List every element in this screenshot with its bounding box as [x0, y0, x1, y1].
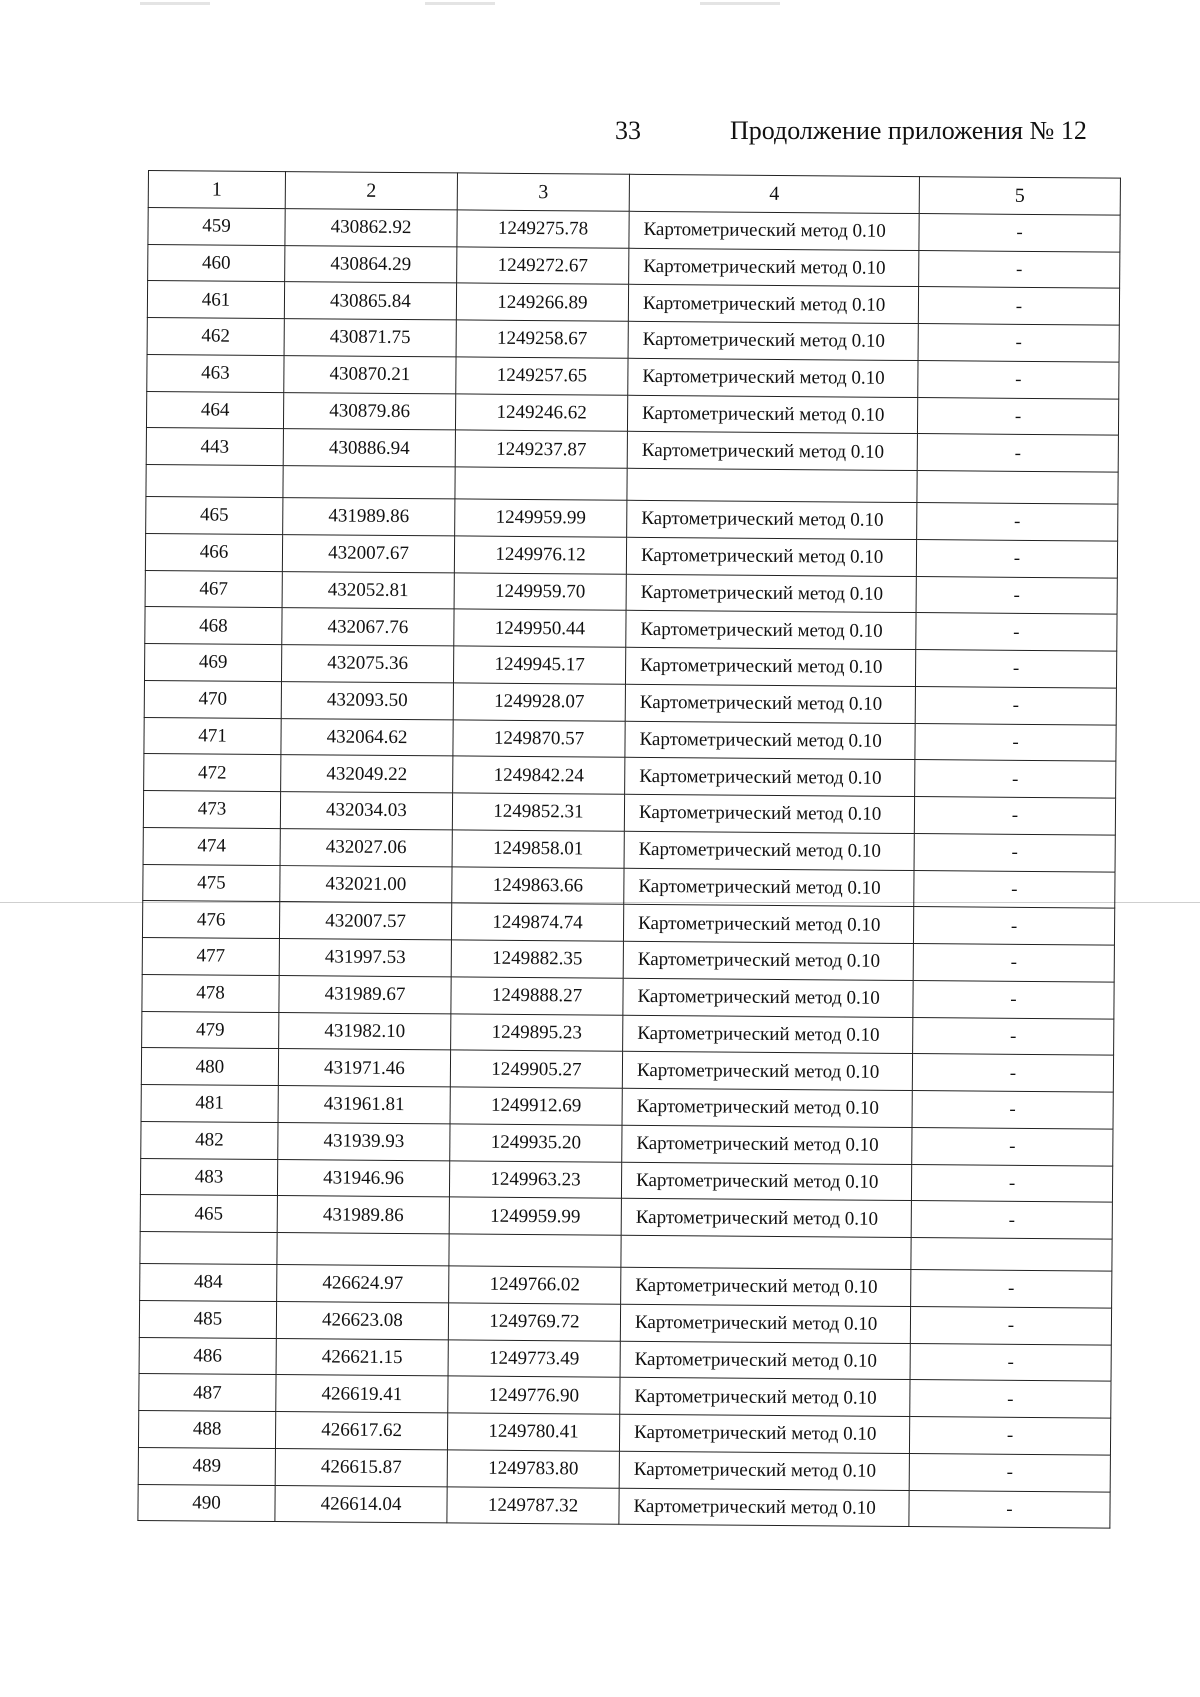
point-number-cell: 464	[146, 391, 283, 429]
note-cell: -	[917, 397, 1118, 435]
x-coordinate-cell: 432093.50	[281, 681, 453, 719]
y-coordinate-cell: 1249912.69	[450, 1087, 622, 1125]
appendix-title: Продолжение приложения № 12	[730, 116, 1087, 145]
method-cell: Картометрический метод 0.10	[627, 500, 917, 539]
method-cell: Картометрический метод 0.10	[621, 1267, 911, 1306]
x-coordinate-cell: 432007.57	[279, 902, 451, 940]
empty-cell	[621, 1235, 911, 1269]
note-cell: -	[913, 1017, 1114, 1055]
point-number-cell: 476	[142, 901, 279, 939]
note-cell: -	[911, 1270, 1112, 1308]
method-cell: Картометрический метод 0.10	[621, 1162, 911, 1201]
point-number-cell: 443	[146, 428, 283, 466]
method-cell: Картометрический метод 0.10	[619, 1451, 909, 1490]
page-header	[0, 112, 1200, 152]
x-coordinate-cell: 426624.97	[277, 1265, 449, 1303]
point-number-cell: 468	[145, 607, 282, 645]
point-number-cell: 474	[143, 827, 280, 865]
scan-mark	[700, 2, 780, 5]
note-cell: -	[916, 613, 1117, 651]
x-coordinate-cell: 432007.67	[282, 534, 454, 572]
method-cell: Картометрический метод 0.10	[620, 1304, 910, 1343]
y-coordinate-cell: 1249266.89	[456, 283, 628, 321]
method-cell: Картометрический метод 0.10	[629, 211, 919, 250]
point-number-cell: 479	[142, 1011, 279, 1049]
y-coordinate-cell: 1249870.57	[453, 719, 625, 757]
y-coordinate-cell: 1249258.67	[456, 320, 628, 358]
method-cell: Картометрический метод 0.10	[623, 978, 913, 1017]
method-cell: Картометрический метод 0.10	[622, 1088, 912, 1127]
x-coordinate-cell: 432052.81	[282, 571, 454, 609]
method-cell: Картометрический метод 0.10	[623, 1015, 913, 1054]
point-number-cell: 465	[146, 496, 283, 534]
y-coordinate-cell: 1249769.72	[448, 1303, 620, 1341]
note-cell: -	[914, 870, 1115, 908]
point-number-cell: 481	[141, 1084, 278, 1122]
y-coordinate-cell: 1249780.41	[447, 1413, 619, 1451]
page-number: 33	[615, 116, 641, 145]
empty-cell	[283, 466, 455, 499]
empty-cell	[911, 1238, 1112, 1272]
point-number-cell: 461	[147, 281, 284, 319]
point-number-cell: 489	[138, 1447, 275, 1485]
x-coordinate-cell: 431971.46	[278, 1049, 450, 1087]
x-coordinate-cell: 432064.62	[281, 718, 453, 756]
x-coordinate-cell: 431961.81	[278, 1086, 450, 1124]
note-cell: -	[915, 760, 1116, 798]
y-coordinate-cell: 1249959.99	[455, 499, 627, 537]
method-cell: Картометрический метод 0.10	[626, 537, 916, 576]
empty-cell	[146, 464, 283, 497]
empty-cell	[455, 467, 627, 500]
coordinates-table	[137, 170, 1121, 1529]
method-cell: Картометрический метод 0.10	[620, 1377, 910, 1416]
point-number-cell: 482	[141, 1121, 278, 1159]
x-coordinate-cell: 431982.10	[279, 1012, 451, 1050]
coordinates-table-body	[138, 171, 1121, 1529]
note-cell: -	[912, 1054, 1113, 1092]
point-number-cell: 472	[144, 754, 281, 792]
table-row	[138, 1484, 1110, 1528]
column-header: 4	[629, 174, 919, 213]
y-coordinate-cell: 1249928.07	[453, 683, 625, 721]
point-number-cell: 487	[139, 1374, 276, 1412]
point-number-cell: 490	[138, 1484, 275, 1522]
method-cell: Картометрический метод 0.10	[625, 758, 915, 797]
note-cell: -	[911, 1164, 1112, 1202]
x-coordinate-cell: 432067.76	[282, 608, 454, 646]
note-cell: -	[911, 1201, 1112, 1239]
method-cell: Картометрический метод 0.10	[624, 868, 914, 907]
empty-cell	[917, 471, 1118, 505]
x-coordinate-cell: 432075.36	[281, 645, 453, 683]
y-coordinate-cell: 1249272.67	[457, 246, 629, 284]
empty-cell	[627, 468, 917, 502]
y-coordinate-cell: 1249874.74	[451, 903, 623, 941]
empty-cell	[277, 1233, 449, 1266]
y-coordinate-cell: 1249787.32	[447, 1486, 619, 1524]
method-cell: Картометрический метод 0.10	[629, 248, 919, 287]
x-coordinate-cell: 431989.67	[279, 975, 451, 1013]
method-cell: Картометрический метод 0.10	[628, 321, 918, 360]
point-number-cell: 463	[147, 354, 284, 392]
y-coordinate-cell: 1249935.20	[450, 1124, 622, 1162]
x-coordinate-cell: 426621.15	[276, 1338, 448, 1376]
method-cell: Картометрический метод 0.10	[625, 684, 915, 723]
method-cell: Картометрический метод 0.10	[627, 395, 917, 434]
note-cell: -	[909, 1490, 1110, 1528]
method-cell: Картометрический метод 0.10	[624, 831, 914, 870]
x-coordinate-cell: 431989.86	[283, 498, 455, 536]
y-coordinate-cell: 1249766.02	[449, 1266, 621, 1304]
note-cell: -	[914, 833, 1115, 871]
x-coordinate-cell: 431989.86	[277, 1196, 449, 1234]
x-coordinate-cell: 426623.08	[276, 1301, 448, 1339]
note-cell: -	[913, 944, 1114, 982]
y-coordinate-cell: 1249275.78	[457, 210, 629, 248]
y-coordinate-cell: 1249976.12	[454, 536, 626, 574]
method-cell: Картометрический метод 0.10	[624, 794, 914, 833]
point-number-cell: 488	[138, 1410, 275, 1448]
note-cell: -	[913, 980, 1114, 1018]
note-cell: -	[918, 324, 1119, 362]
x-coordinate-cell: 430879.86	[283, 392, 455, 430]
x-coordinate-cell: 426614.04	[275, 1485, 447, 1523]
y-coordinate-cell: 1249905.27	[450, 1050, 622, 1088]
empty-cell	[449, 1234, 621, 1267]
point-number-cell: 465	[140, 1195, 277, 1233]
point-number-cell: 475	[143, 864, 280, 902]
column-header: 5	[919, 177, 1120, 215]
point-number-cell: 469	[144, 643, 281, 681]
note-cell: -	[918, 287, 1119, 325]
y-coordinate-cell: 1249945.17	[453, 646, 625, 684]
y-coordinate-cell: 1249783.80	[447, 1450, 619, 1488]
point-number-cell: 478	[142, 974, 279, 1012]
point-number-cell: 471	[144, 717, 281, 755]
note-cell: -	[915, 650, 1116, 688]
note-cell: -	[916, 539, 1117, 577]
method-cell: Картометрический метод 0.10	[628, 285, 918, 324]
x-coordinate-cell: 430862.92	[285, 208, 457, 246]
point-number-cell: 462	[147, 317, 284, 355]
y-coordinate-cell: 1249246.62	[455, 393, 627, 431]
method-cell: Картометрический метод 0.10	[628, 358, 918, 397]
x-coordinate-cell: 430886.94	[283, 429, 455, 467]
method-cell: Картометрический метод 0.10	[625, 647, 915, 686]
y-coordinate-cell: 1249959.99	[449, 1197, 621, 1235]
method-cell: Картометрический метод 0.10	[627, 432, 917, 471]
y-coordinate-cell: 1249773.49	[448, 1339, 620, 1377]
x-coordinate-cell: 430870.21	[284, 355, 456, 393]
note-cell: -	[910, 1380, 1111, 1418]
x-coordinate-cell: 432049.22	[281, 755, 453, 793]
y-coordinate-cell: 1249863.66	[452, 866, 624, 904]
x-coordinate-cell: 426617.62	[275, 1412, 447, 1450]
note-cell: -	[913, 907, 1114, 945]
y-coordinate-cell: 1249842.24	[453, 756, 625, 794]
column-header: 2	[285, 172, 457, 210]
y-coordinate-cell: 1249858.01	[452, 830, 624, 868]
method-cell: Картометрический метод 0.10	[622, 1052, 912, 1091]
note-cell: -	[917, 503, 1118, 541]
x-coordinate-cell: 431946.96	[277, 1159, 449, 1197]
y-coordinate-cell: 1249237.87	[455, 430, 627, 468]
method-cell: Картометрический метод 0.10	[619, 1488, 909, 1527]
empty-cell	[140, 1231, 277, 1264]
point-number-cell: 483	[140, 1158, 277, 1196]
x-coordinate-cell: 431939.93	[278, 1122, 450, 1160]
x-coordinate-cell: 432034.03	[280, 792, 452, 830]
note-cell: -	[909, 1417, 1110, 1455]
note-cell: -	[915, 723, 1116, 761]
y-coordinate-cell: 1249888.27	[451, 977, 623, 1015]
x-coordinate-cell: 432021.00	[280, 865, 452, 903]
x-coordinate-cell: 432027.06	[280, 828, 452, 866]
point-number-cell: 466	[145, 533, 282, 571]
y-coordinate-cell: 1249959.70	[454, 572, 626, 610]
note-cell: -	[909, 1453, 1110, 1491]
y-coordinate-cell: 1249950.44	[454, 609, 626, 647]
point-number-cell: 485	[139, 1300, 276, 1338]
method-cell: Картометрический метод 0.10	[626, 574, 916, 613]
column-header: 3	[457, 173, 629, 211]
note-cell: -	[916, 576, 1117, 614]
note-cell: -	[912, 1127, 1113, 1165]
point-number-cell: 477	[142, 937, 279, 975]
x-coordinate-cell: 426615.87	[275, 1448, 447, 1486]
x-coordinate-cell: 426619.41	[276, 1375, 448, 1413]
point-number-cell: 473	[143, 790, 280, 828]
note-cell: -	[918, 360, 1119, 398]
note-cell: -	[917, 434, 1118, 472]
method-cell: Картометрический метод 0.10	[621, 1199, 911, 1238]
column-header: 1	[148, 171, 285, 209]
point-number-cell: 460	[148, 244, 285, 282]
y-coordinate-cell: 1249882.35	[451, 940, 623, 978]
y-coordinate-cell: 1249852.31	[452, 793, 624, 831]
note-cell: -	[919, 250, 1120, 288]
scan-mark	[140, 2, 210, 5]
point-number-cell: 480	[141, 1048, 278, 1086]
point-number-cell: 486	[139, 1337, 276, 1375]
method-cell: Картометрический метод 0.10	[623, 941, 913, 980]
method-cell: Картометрический метод 0.10	[626, 611, 916, 650]
x-coordinate-cell: 431997.53	[279, 939, 451, 977]
y-coordinate-cell: 1249776.90	[448, 1376, 620, 1414]
x-coordinate-cell: 430864.29	[285, 245, 457, 283]
note-cell: -	[910, 1343, 1111, 1381]
x-coordinate-cell: 430865.84	[284, 282, 456, 320]
method-cell: Картометрический метод 0.10	[620, 1341, 910, 1380]
method-cell: Картометрический метод 0.10	[625, 721, 915, 760]
point-number-cell: 484	[140, 1263, 277, 1301]
note-cell: -	[915, 686, 1116, 724]
method-cell: Картометрический метод 0.10	[619, 1414, 909, 1453]
point-number-cell: 467	[145, 570, 282, 608]
note-cell: -	[910, 1306, 1111, 1344]
y-coordinate-cell: 1249895.23	[451, 1013, 623, 1051]
note-cell: -	[914, 797, 1115, 835]
point-number-cell: 459	[148, 207, 285, 245]
y-coordinate-cell: 1249257.65	[456, 357, 628, 395]
y-coordinate-cell: 1249963.23	[449, 1160, 621, 1198]
note-cell: -	[912, 1091, 1113, 1129]
method-cell: Картометрический метод 0.10	[623, 905, 913, 944]
scan-mark	[425, 2, 495, 5]
x-coordinate-cell: 430871.75	[284, 319, 456, 357]
note-cell: -	[919, 213, 1120, 251]
point-number-cell: 470	[144, 680, 281, 718]
method-cell: Картометрический метод 0.10	[622, 1125, 912, 1164]
